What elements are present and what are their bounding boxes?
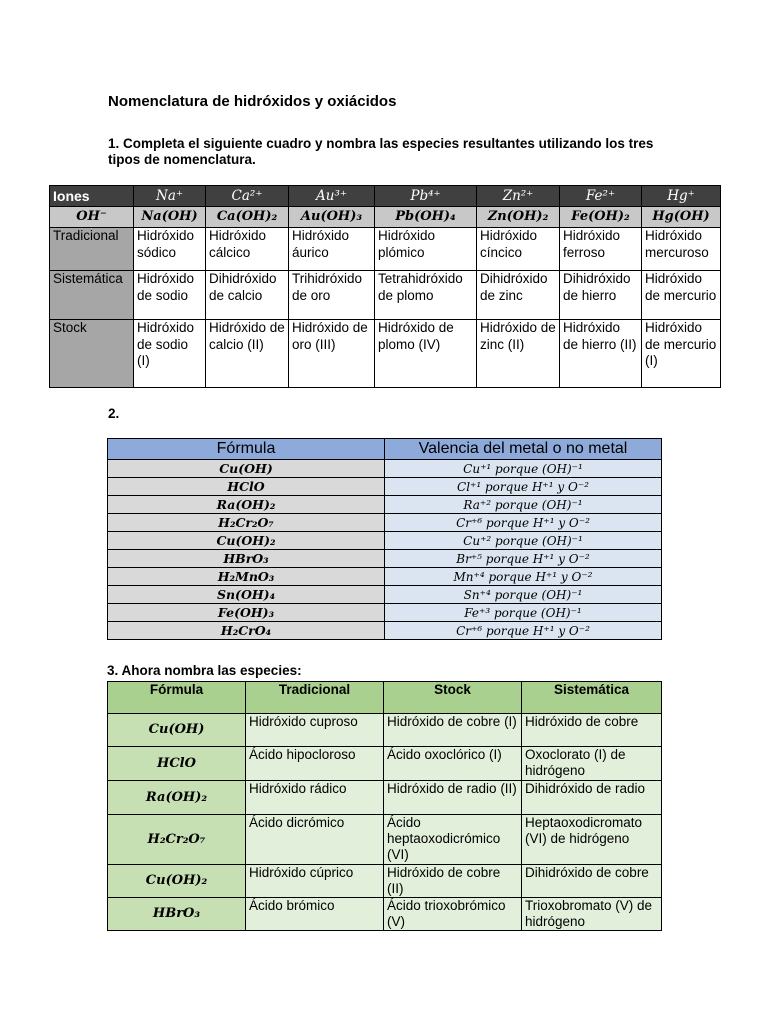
valencia-cell: Sn⁺⁴ porque (OH)⁻¹	[385, 586, 662, 604]
name-cell: Hidróxido cíncico	[477, 228, 560, 271]
name-cell: Tetrahidróxido de plomo	[375, 271, 477, 320]
stock-row	[50, 320, 721, 388]
section-2-label: 2.	[108, 406, 120, 421]
formula-cell: OH⁻	[50, 207, 134, 228]
name-cell: Hidróxido sódico	[134, 228, 206, 271]
table-row	[108, 532, 662, 550]
name-cell: Hidróxido de calcio (II)	[206, 320, 289, 388]
valencia-cell: Cr⁺⁶ porque H⁺¹ y O⁻²	[385, 622, 662, 640]
name-cell: Hidróxido de mercurio (I)	[642, 320, 721, 388]
name-cell: Hidróxido de sodio (I)	[134, 320, 206, 388]
column-header: Tradicional	[246, 682, 384, 714]
table-row	[108, 865, 662, 898]
sistematica-cell: Dihidróxido de cobre	[522, 865, 662, 898]
valencia-header-row	[108, 439, 662, 460]
name-cell: Hidróxido plómico	[375, 228, 477, 271]
name-cell: Hidróxido de hierro (II)	[560, 320, 642, 388]
page-title: Nomenclatura de hidróxidos y oxiácidos	[108, 93, 397, 110]
ion-cell: Fe²⁺	[560, 186, 642, 207]
column-header: Fórmula	[108, 682, 246, 714]
row-label: Stock	[50, 320, 134, 388]
sistematica-cell: Dihidróxido de radio	[522, 781, 662, 815]
sistematica-cell: Trioxobromato (V) de hidrógeno	[522, 898, 662, 931]
ion-cell: Pb⁴⁺	[375, 186, 477, 207]
formula-cell: Ra(OH)₂	[108, 496, 385, 514]
ion-cell: Ca²⁺	[206, 186, 289, 207]
section-3-label: 3. Ahora nombra las especies:	[107, 663, 302, 678]
formula-cell: Pb(OH)₄	[375, 207, 477, 228]
row-label: Tradicional	[50, 228, 134, 271]
column-header: Stock	[384, 682, 522, 714]
formula-cell: Cu(OH)₂	[108, 865, 246, 898]
formula-cell: Zn(OH)₂	[477, 207, 560, 228]
valencia-cell: Cu⁺¹ porque (OH)⁻¹	[385, 460, 662, 478]
ions-header-label: Iones	[50, 186, 134, 207]
ion-cell: Hg⁺	[642, 186, 721, 207]
column-header: Valencia del metal o no metal	[385, 439, 662, 460]
valencia-cell: Cu⁺² porque (OH)⁻¹	[385, 532, 662, 550]
valencia-cell: Fe⁺³ porque (OH)⁻¹	[385, 604, 662, 622]
table-row	[108, 714, 662, 747]
name-cell: Hidróxido de sodio	[134, 271, 206, 320]
formula-cell: Hg(OH)	[642, 207, 721, 228]
tradicional-cell: Hidróxido rádico	[246, 781, 384, 815]
tradicional-cell: Ácido dicrómico	[246, 815, 384, 865]
sistematica-cell: Oxoclorato (I) de hidrógeno	[522, 747, 662, 781]
table-row	[108, 514, 662, 532]
formula-cell: HBrO₃	[108, 550, 385, 568]
name-cell: Hidróxido de mercurio	[642, 271, 721, 320]
formula-cell: Fe(OH)₂	[560, 207, 642, 228]
sistematica-cell: Hidróxido de cobre	[522, 714, 662, 747]
formula-cell: H₂Cr₂O₇	[108, 815, 246, 865]
sistematica-row	[50, 271, 721, 320]
formula-cell: H₂CrO₄	[108, 622, 385, 640]
table-row	[108, 496, 662, 514]
valencia-rows	[108, 460, 662, 640]
name-cell: Dihidróxido de zinc	[477, 271, 560, 320]
ion-cell: Na⁺	[134, 186, 206, 207]
formula-cell: H₂Cr₂O₇	[108, 514, 385, 532]
nombres-header-row	[108, 682, 662, 714]
name-cell: Hidróxido ferroso	[560, 228, 642, 271]
formula-cell: Cu(OH)₂	[108, 532, 385, 550]
column-header: Fórmula	[108, 439, 385, 460]
formula-cell: Cu(OH)	[108, 460, 385, 478]
valencia-cell: Ra⁺² porque (OH)⁻¹	[385, 496, 662, 514]
formula-cell: Au(OH)₃	[289, 207, 375, 228]
name-cell: Hidróxido de oro (III)	[289, 320, 375, 388]
name-cell: Hidróxido mercuroso	[642, 228, 721, 271]
stock-cell: Ácido heptaoxodicrómico (VI)	[384, 815, 522, 865]
table-row	[108, 747, 662, 781]
instructions: 1. Completa el siguiente cuadro y nombra las especies resultantes utilizando los tres tipos de nomenclatura.	[108, 136, 654, 167]
tradicional-cell: Hidróxido cuproso	[246, 714, 384, 747]
valencia-table	[107, 438, 662, 640]
formula-cell: HBrO₃	[108, 898, 246, 931]
tradicional-row	[50, 228, 721, 271]
name-cell: Hidróxido de plomo (IV)	[375, 320, 477, 388]
table-row	[108, 586, 662, 604]
name-cell: Hidróxido de zinc (II)	[477, 320, 560, 388]
nombres-rows	[108, 714, 662, 931]
name-cell: Hidróxido áurico	[289, 228, 375, 271]
formula-cell: Na(OH)	[134, 207, 206, 228]
sistematica-cell: Heptaoxodicromato (VI) de hidrógeno	[522, 815, 662, 865]
stock-cell: Hidróxido de cobre (I)	[384, 714, 522, 747]
table-row	[108, 622, 662, 640]
valencia-cell: Cr⁺⁶ porque H⁺¹ y O⁻²	[385, 514, 662, 532]
tradicional-cell: Ácido hipocloroso	[246, 747, 384, 781]
name-cell: Trihidróxido de oro	[289, 271, 375, 320]
ion-cell: Au³⁺	[289, 186, 375, 207]
tradicional-cell: Hidróxido cúprico	[246, 865, 384, 898]
stock-cell: Ácido trioxobrómico (V)	[384, 898, 522, 931]
ion-cell: Zn²⁺	[477, 186, 560, 207]
formula-row	[50, 207, 721, 228]
valencia-cell: Mn⁺⁴ porque H⁺¹ y O⁻²	[385, 568, 662, 586]
stock-cell: Hidróxido de radio (II)	[384, 781, 522, 815]
formula-cell: Ra(OH)₂	[108, 781, 246, 815]
table-row	[108, 478, 662, 496]
formula-cell: Ca(OH)₂	[206, 207, 289, 228]
table-row	[108, 568, 662, 586]
table-row	[108, 550, 662, 568]
name-cell: Dihidróxido de calcio	[206, 271, 289, 320]
table-row	[108, 898, 662, 931]
valencia-cell: Cl⁺¹ porque H⁺¹ y O⁻²	[385, 478, 662, 496]
formula-cell: Cu(OH)	[108, 714, 246, 747]
ions-header-row	[50, 186, 721, 207]
tradicional-cell: Ácido brómico	[246, 898, 384, 931]
table-row	[108, 815, 662, 865]
stock-cell: Ácido oxoclórico (I)	[384, 747, 522, 781]
row-label: Sistemática	[50, 271, 134, 320]
name-cell: Dihidróxido de hierro	[560, 271, 642, 320]
table-row	[108, 781, 662, 815]
formula-cell: Sn(OH)₄	[108, 586, 385, 604]
formula-cell: HClO	[108, 478, 385, 496]
stock-cell: Hidróxido de cobre (II)	[384, 865, 522, 898]
nombres-table	[107, 681, 662, 931]
ions-table	[49, 185, 721, 388]
table-row	[108, 604, 662, 622]
table-row	[108, 460, 662, 478]
valencia-cell: Br⁺⁵ porque H⁺¹ y O⁻²	[385, 550, 662, 568]
column-header: Sistemática	[522, 682, 662, 714]
formula-cell: Fe(OH)₃	[108, 604, 385, 622]
formula-cell: H₂MnO₃	[108, 568, 385, 586]
name-cell: Hidróxido cálcico	[206, 228, 289, 271]
formula-cell: HClO	[108, 747, 246, 781]
